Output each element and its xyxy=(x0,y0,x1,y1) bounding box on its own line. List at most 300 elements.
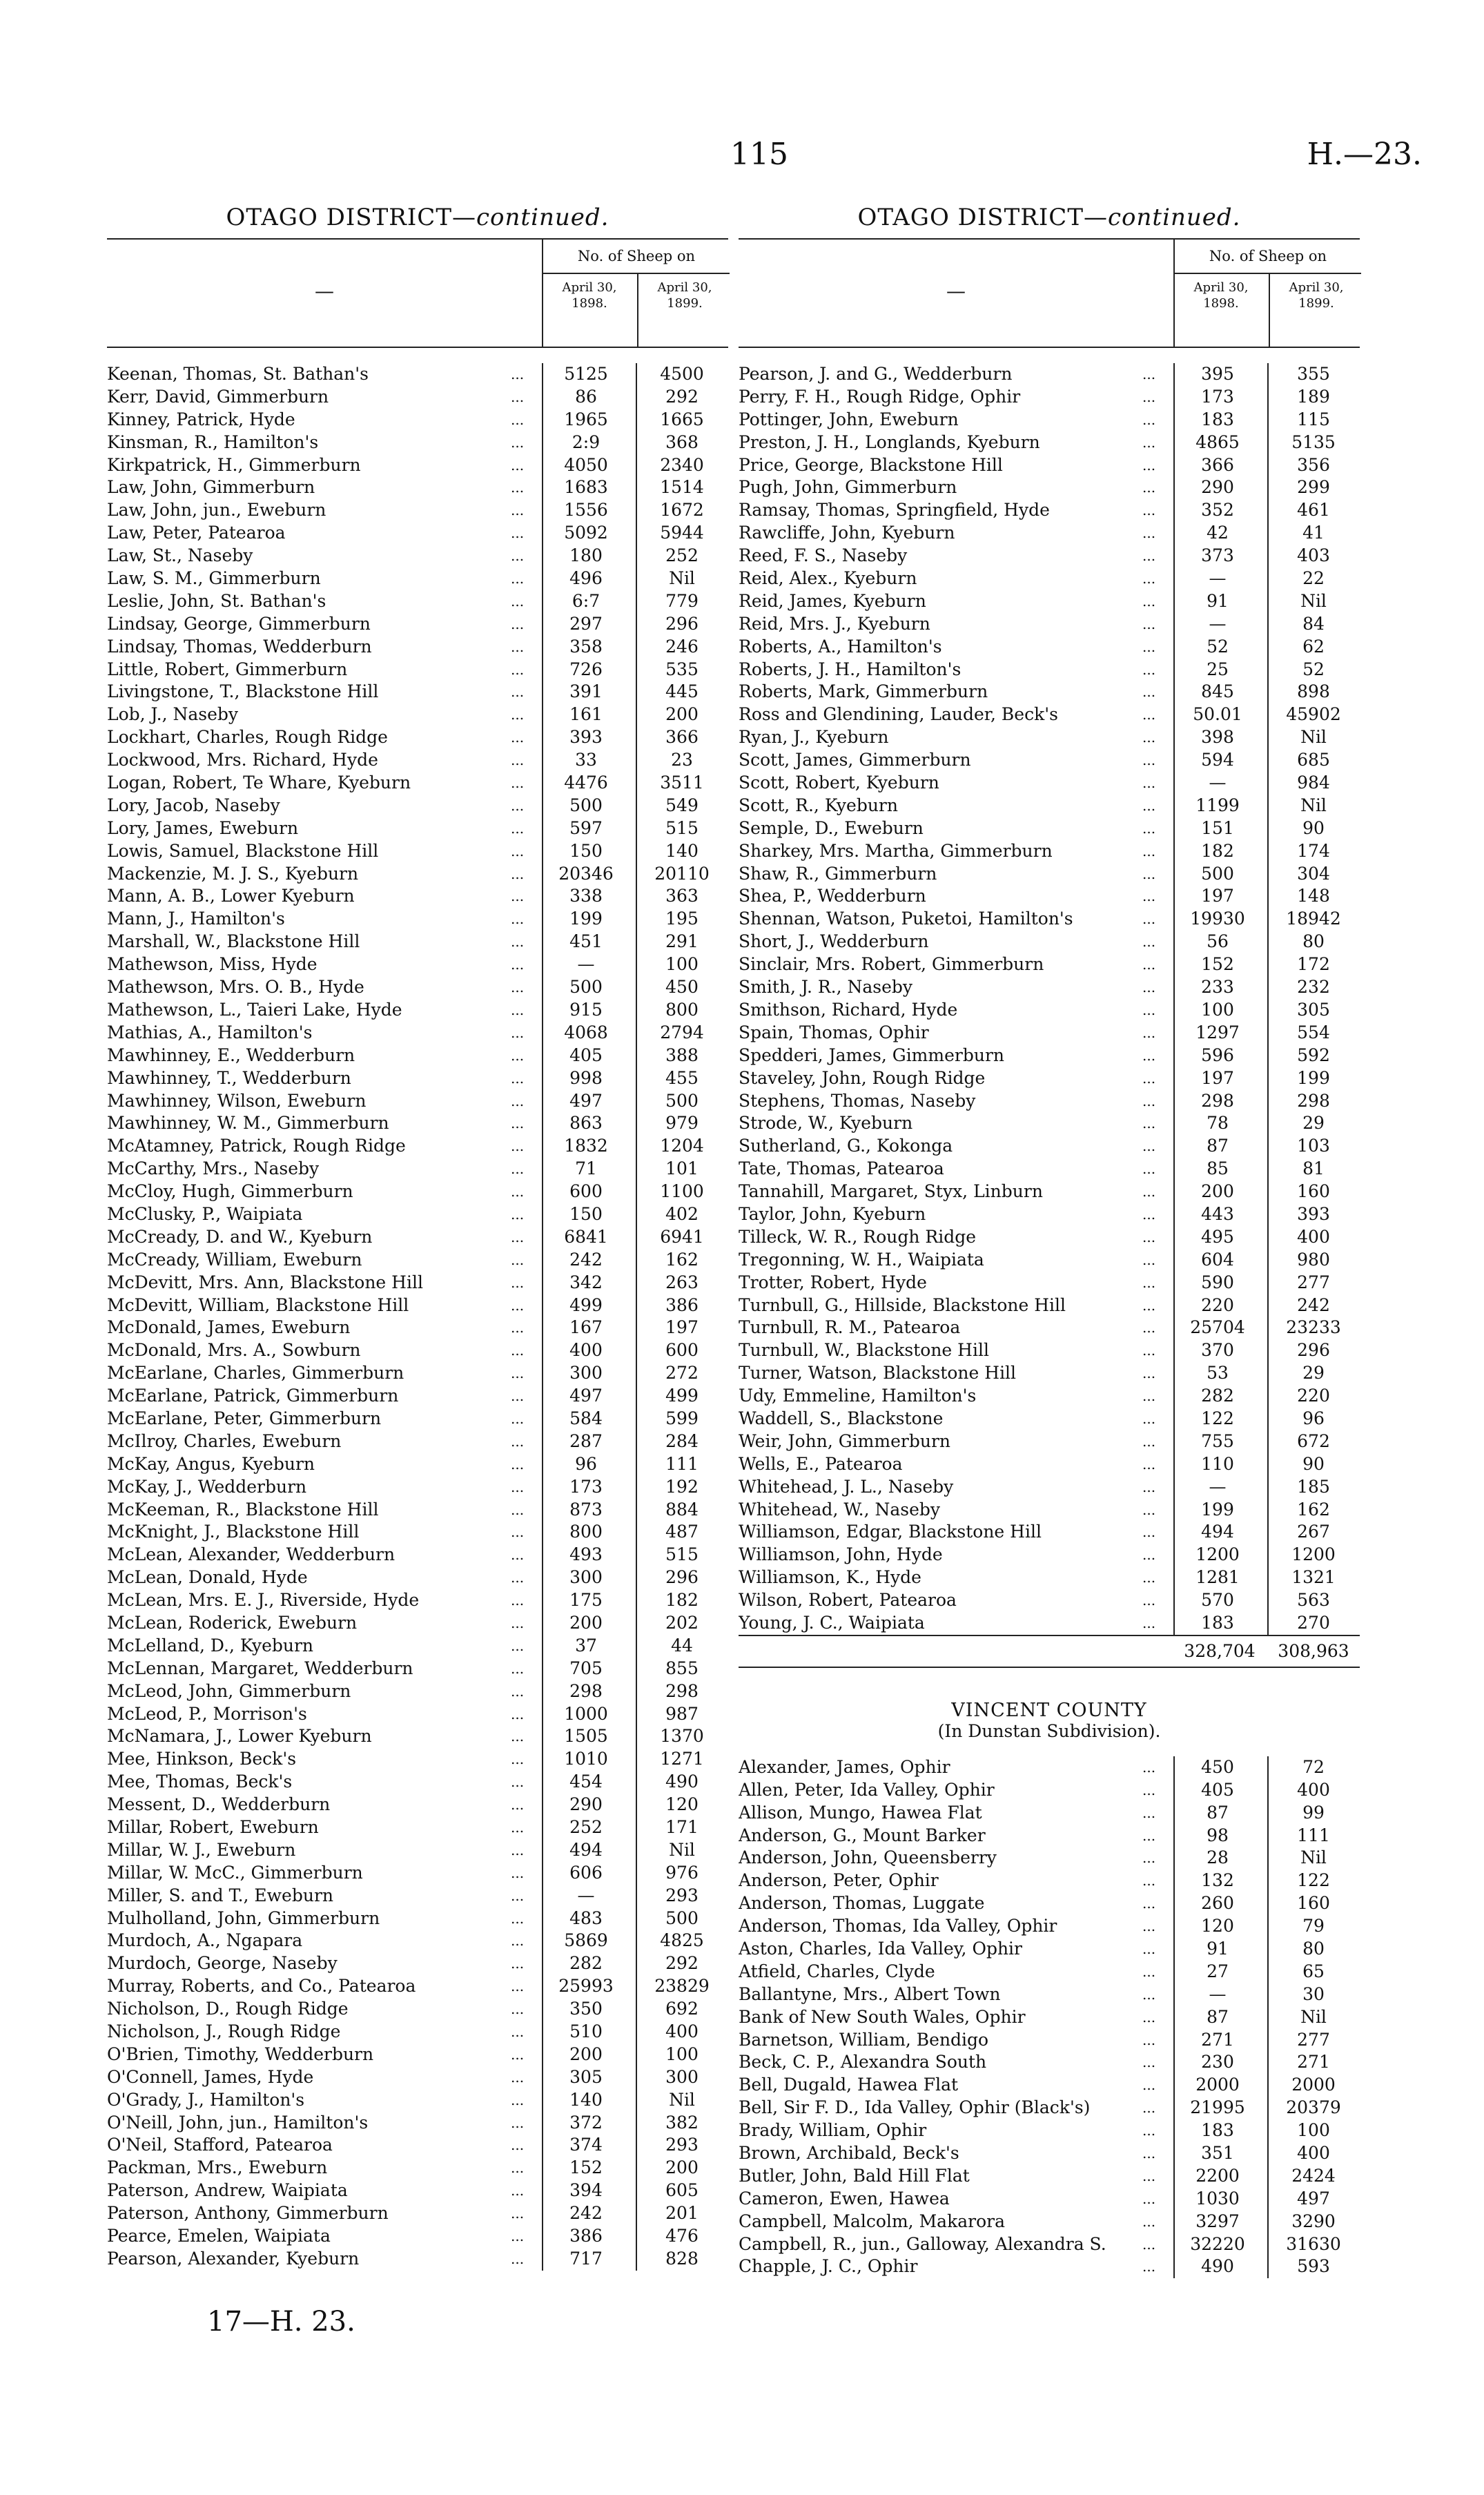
sheep-1899: 2424 xyxy=(1291,2165,1336,2186)
table-row xyxy=(107,2021,728,2043)
sheep-1899: Nil xyxy=(1300,795,1327,815)
owner-name: Roberts, J. H., Hamilton's xyxy=(739,659,961,679)
sheep-1898: 454 xyxy=(569,1771,603,1792)
table-row xyxy=(739,1317,1360,1339)
leader-dots: ... xyxy=(1142,1592,1156,1609)
sheep-1898: 1010 xyxy=(564,1749,608,1769)
sheep-1898: 5125 xyxy=(564,364,608,384)
table-row xyxy=(739,1589,1360,1612)
sheep-1898: 4476 xyxy=(564,773,608,793)
owner-name: Mee, Thomas, Beck's xyxy=(107,1771,293,1792)
sheep-1899: 272 xyxy=(665,1363,699,1384)
table-row xyxy=(107,1022,728,1045)
table-row xyxy=(107,613,728,636)
leader-dots: ... xyxy=(1142,1433,1156,1450)
leader-dots: ... xyxy=(1142,2235,1156,2253)
owner-name: Mawhinney, T., Wedderburn xyxy=(107,1067,351,1088)
table-row xyxy=(739,703,1360,726)
leader-dots: ... xyxy=(511,1955,525,1972)
sheep-1898: 50.01 xyxy=(1193,704,1242,725)
leader-dots: ... xyxy=(1142,1546,1156,1564)
leader-dots: ... xyxy=(1142,911,1156,928)
sheep-1898: 4068 xyxy=(564,1022,608,1042)
owner-name: Nicholson, J., Rough Ridge xyxy=(107,2021,341,2042)
sheep-1899: 162 xyxy=(1297,1499,1330,1520)
leader-dots: ... xyxy=(1142,1850,1156,1867)
table-row xyxy=(739,1181,1360,1203)
table-row xyxy=(739,2165,1360,2188)
owner-name: Mawhinney, E., Wedderburn xyxy=(107,1045,355,1065)
leader-dots: ... xyxy=(1142,502,1156,519)
sheep-1898: 405 xyxy=(1201,1779,1234,1800)
owner-name: McCloy, Hugh, Gimmerburn xyxy=(107,1181,353,1202)
owner-name: Whitehead, J. L., Naseby xyxy=(739,1476,954,1497)
sheep-1898: 358 xyxy=(569,636,603,657)
sheep-1899: 304 xyxy=(1297,863,1330,884)
leader-dots: ... xyxy=(1142,2031,1156,2048)
leader-dots: ... xyxy=(511,2159,525,2177)
table-row xyxy=(107,476,728,499)
sheep-1898: 3297 xyxy=(1195,2211,1240,2231)
owner-name: Lindsay, Thomas, Wedderburn xyxy=(107,636,372,657)
owner-name: Pugh, John, Gimmerburn xyxy=(739,477,957,498)
sheep-1898: 590 xyxy=(1201,1272,1234,1292)
leader-dots: ... xyxy=(1142,1161,1156,1178)
sheep-1898: 180 xyxy=(569,545,603,566)
sheep-1899: Nil xyxy=(1300,2006,1327,2027)
leader-dots: ... xyxy=(511,1388,525,1405)
owner-name: Paterson, Andrew, Waipiata xyxy=(107,2180,348,2201)
name-column-header: — xyxy=(946,280,966,302)
table-row xyxy=(739,499,1360,522)
owner-name: Pearson, Alexander, Kyeburn xyxy=(107,2248,360,2269)
sheep-1898: 338 xyxy=(569,886,603,906)
table-row xyxy=(107,1158,728,1181)
owner-name: Law, John, jun., Eweburn xyxy=(107,500,326,521)
sheep-1899: Nil xyxy=(1300,590,1327,611)
leader-dots: ... xyxy=(1142,1069,1156,1087)
sheep-1899: 898 xyxy=(1297,681,1330,702)
sheep-1899: 979 xyxy=(665,1113,699,1134)
sheep-1899: 298 xyxy=(665,1680,699,1701)
owner-name: Shennan, Watson, Puketoi, Hamilton's xyxy=(739,909,1073,929)
table-row xyxy=(739,1544,1360,1566)
owner-name: Livingstone, T., Blackstone Hill xyxy=(107,681,379,702)
sheep-1898: 496 xyxy=(569,568,603,589)
owner-name: McEarlane, Charles, Gimmerburn xyxy=(107,1363,404,1384)
table-row xyxy=(107,681,728,703)
leader-dots: ... xyxy=(1142,1963,1156,1980)
sheep-1898: — xyxy=(1209,1983,1227,2004)
owner-name: Semple, D., Eweburn xyxy=(739,817,924,838)
owner-name: Logan, Robert, Te Whare, Kyeburn xyxy=(107,773,411,793)
leader-dots: ... xyxy=(1142,888,1156,905)
sheep-1899: 284 xyxy=(665,1430,699,1451)
table-row xyxy=(107,1181,728,1203)
sheep-1899: 554 xyxy=(1297,1022,1330,1042)
leader-dots: ... xyxy=(511,1183,525,1201)
sheep-1898: 252 xyxy=(569,1817,603,1837)
leader-dots: ... xyxy=(511,1478,525,1495)
owner-name: Paterson, Anthony, Gimmerburn xyxy=(107,2203,389,2224)
sheep-1898: 499 xyxy=(569,1294,603,1315)
leader-dots: ... xyxy=(511,1228,525,1245)
leader-dots: ... xyxy=(511,525,525,542)
table-row xyxy=(107,1998,728,2021)
sheep-1899: 195 xyxy=(665,909,699,929)
sheep-1899: 41 xyxy=(1302,523,1325,543)
table-row xyxy=(107,976,728,999)
table-row xyxy=(739,1612,1360,1635)
sheep-1899: 2000 xyxy=(1291,2075,1336,2095)
owner-name: Mathewson, Miss, Hyde xyxy=(107,954,318,975)
sheep-1898: — xyxy=(577,954,595,975)
leader-dots: ... xyxy=(1142,1872,1156,1890)
table-row xyxy=(107,636,728,659)
sheep-1899: 363 xyxy=(665,886,699,906)
table-row xyxy=(107,567,728,590)
sheep-1898: 220 xyxy=(1201,1294,1234,1315)
sheep-1899: 355 xyxy=(1297,364,1330,384)
page-number: 115 xyxy=(730,137,788,172)
table-row xyxy=(739,1249,1360,1272)
sheep-1899: 267 xyxy=(1297,1522,1330,1542)
owner-name: O'Neil, Stafford, Patearoa xyxy=(107,2135,333,2155)
sheep-1899: 90 xyxy=(1302,817,1325,838)
sheep-1898: 863 xyxy=(569,1113,603,1134)
sheep-1899: 2794 xyxy=(660,1022,704,1042)
sheep-1898: 1683 xyxy=(564,477,608,498)
sheep-1898: 584 xyxy=(569,1408,603,1428)
sheep-1898: 510 xyxy=(569,2021,603,2042)
sheep-1899: 605 xyxy=(665,2180,699,2201)
sheep-1899: 189 xyxy=(1297,386,1330,407)
sheep-1899: 31630 xyxy=(1286,2233,1341,2254)
sheep-1899: 111 xyxy=(1297,1825,1330,1845)
sheep-1899: 62 xyxy=(1302,636,1325,657)
owner-name: Pearce, Emelen, Waipiata xyxy=(107,2226,331,2246)
table-row xyxy=(739,1045,1360,1067)
leader-dots: ... xyxy=(511,956,525,973)
table-row xyxy=(107,1045,728,1067)
sheep-1899: 45902 xyxy=(1286,704,1341,725)
leader-dots: ... xyxy=(1142,615,1156,632)
owner-name: Mann, A. B., Lower Kyeburn xyxy=(107,886,355,906)
table-row xyxy=(739,908,1360,931)
sheep-1899: 455 xyxy=(665,1067,699,1088)
sheep-1898: 175 xyxy=(569,1590,603,1611)
owner-name: Bank of New South Wales, Ophir xyxy=(739,2006,1026,2027)
sheep-1898: 183 xyxy=(1201,409,1234,429)
leader-dots: ... xyxy=(1142,434,1156,451)
sheep-1898: 1297 xyxy=(1195,1022,1240,1042)
sheep-1899: 500 xyxy=(665,1907,699,1928)
table-row xyxy=(107,1090,728,1113)
owner-name: Brown, Archibald, Beck's xyxy=(739,2143,959,2164)
owner-name: McLean, Alexander, Wedderburn xyxy=(107,1544,396,1565)
leader-dots: ... xyxy=(1142,819,1156,837)
sheep-1899: 162 xyxy=(665,1249,699,1270)
leader-dots: ... xyxy=(1142,1986,1156,2003)
leader-dots: ... xyxy=(511,911,525,928)
sheep-1898: 483 xyxy=(569,1907,603,1928)
sheep-1899: 499 xyxy=(665,1386,699,1406)
leader-dots: ... xyxy=(511,1614,525,1631)
sheep-1898: 53 xyxy=(1207,1363,1229,1384)
sheep-1899: 30 xyxy=(1302,1983,1325,2004)
document-code: H.—23. xyxy=(1307,137,1422,172)
sheep-1899: 20110 xyxy=(654,863,710,884)
leader-dots: ... xyxy=(1142,1941,1156,1957)
table-row xyxy=(107,1430,728,1453)
owner-name: Law, S. M., Gimmerburn xyxy=(107,568,321,589)
owner-name: Murray, Roberts, and Co., Patearoa xyxy=(107,1976,416,1997)
table-row xyxy=(739,1847,1360,1870)
owner-name: Mathewson, L., Taieri Lake, Hyde xyxy=(107,999,402,1020)
sheep-1898: 33 xyxy=(575,750,597,770)
owner-name: Ramsay, Thomas, Springfield, Hyde xyxy=(739,500,1050,521)
sheep-1899: 5944 xyxy=(660,523,704,543)
table-row xyxy=(739,749,1360,772)
sheep-count-title: No. of Sheep on xyxy=(543,240,730,274)
leader-dots: ... xyxy=(511,2046,525,2063)
leader-dots: ... xyxy=(511,1047,525,1064)
owner-name: Beck, C. P., Alexandra South xyxy=(739,2052,987,2072)
table-row xyxy=(739,1453,1360,1476)
sheep-1899: 90 xyxy=(1302,1453,1325,1474)
table-row xyxy=(107,1521,728,1544)
leader-dots: ... xyxy=(1142,525,1156,542)
sheep-1898: 132 xyxy=(1201,1870,1234,1891)
owner-name: Kinney, Patrick, Hyde xyxy=(107,409,295,429)
sheep-1898: 150 xyxy=(569,1203,603,1224)
table-body xyxy=(107,363,728,2271)
sheep-1899: Nil xyxy=(669,568,695,589)
owner-name: Turner, Watson, Blackstone Hill xyxy=(739,1363,1017,1384)
leader-dots: ... xyxy=(1142,2054,1156,2071)
leader-dots: ... xyxy=(1142,1478,1156,1495)
sheep-1899: 445 xyxy=(665,681,699,702)
owner-name: Mathewson, Mrs. O. B., Hyde xyxy=(107,977,364,998)
owner-name: McCready, D. and W., Kyeburn xyxy=(107,1226,373,1247)
owner-name: Mulholland, John, Gimmerburn xyxy=(107,1907,380,1928)
sheep-1898: 199 xyxy=(1201,1499,1234,1520)
sheep-1898: 37 xyxy=(575,1635,597,1656)
table-row xyxy=(739,1226,1360,1249)
sheep-1898: 1556 xyxy=(564,500,608,521)
leader-dots: ... xyxy=(511,2001,525,2018)
leader-dots: ... xyxy=(1142,1115,1156,1132)
sheep-1898: 998 xyxy=(569,1067,603,1088)
owner-name: Udy, Emmeline, Hamilton's xyxy=(739,1386,977,1406)
leader-dots: ... xyxy=(511,842,525,860)
leader-dots: ... xyxy=(1142,729,1156,746)
leader-dots: ... xyxy=(1142,661,1156,678)
sheep-1898: 374 xyxy=(569,2135,603,2155)
leader-dots: ... xyxy=(1142,592,1156,610)
sheep-1898: 25 xyxy=(1207,659,1229,679)
sheep-1899: 23233 xyxy=(1286,1317,1341,1338)
table-row xyxy=(107,1499,728,1522)
sheep-1898: 4050 xyxy=(564,454,608,475)
owner-name: Kerr, David, Gimmerburn xyxy=(107,386,329,407)
sheep-1898: 5869 xyxy=(564,1930,608,1951)
table-row xyxy=(107,885,728,908)
owner-name: Tregonning, W. H., Waipiata xyxy=(739,1249,984,1270)
leader-dots: ... xyxy=(1142,1569,1156,1586)
owner-name: Smith, J. R., Naseby xyxy=(739,977,913,998)
table-row xyxy=(739,2074,1360,2097)
sheep-1899: 5135 xyxy=(1291,431,1336,452)
total-row xyxy=(739,1635,1360,1668)
owner-name: McClusky, P., Waipiata xyxy=(107,1203,303,1224)
sheep-1898: 297 xyxy=(569,613,603,634)
total-1899: 308,963 xyxy=(1278,1640,1349,1661)
table-row xyxy=(739,1430,1360,1453)
leader-dots: ... xyxy=(1142,1895,1156,1912)
table-row xyxy=(739,1272,1360,1294)
sheep-1899: 20379 xyxy=(1286,2097,1341,2118)
leader-dots: ... xyxy=(1142,1183,1156,1201)
table-row xyxy=(739,2188,1360,2211)
sheep-1898: 717 xyxy=(569,2248,603,2269)
sheep-1898: 2:9 xyxy=(572,431,601,452)
sheep-1899: 122 xyxy=(1297,1870,1330,1891)
sheep-1899: 52 xyxy=(1302,659,1325,679)
sheep-1899: 393 xyxy=(1297,1203,1330,1224)
owner-name: Campbell, Malcolm, Makarora xyxy=(739,2211,1005,2231)
sheep-1899: 515 xyxy=(665,1544,699,1565)
leader-dots: ... xyxy=(511,366,525,382)
leader-dots: ... xyxy=(511,1682,525,1700)
sheep-1899: 120 xyxy=(665,1794,699,1815)
owner-name: McLelland, D., Kyeburn xyxy=(107,1635,314,1656)
owner-name: Marshall, W., Blackstone Hill xyxy=(107,931,360,952)
sheep-1899: 403 xyxy=(1297,545,1330,566)
sheep-1899: 293 xyxy=(665,2135,699,2155)
leader-dots: ... xyxy=(1142,1524,1156,1541)
table-row xyxy=(739,1067,1360,1090)
owner-name: Nicholson, D., Rough Ridge xyxy=(107,1999,349,2019)
sheep-1899: 296 xyxy=(665,1567,699,1588)
table-row xyxy=(739,636,1360,659)
owner-name: McLean, Mrs. E. J., Riverside, Hyde xyxy=(107,1590,420,1611)
owner-name: Sinclair, Mrs. Robert, Gimmerburn xyxy=(739,954,1044,975)
sheep-1899: 828 xyxy=(665,2248,699,2269)
leader-dots: ... xyxy=(1142,1501,1156,1518)
table-row xyxy=(107,1680,728,1703)
sheep-1898: 451 xyxy=(569,931,603,952)
leader-dots: ... xyxy=(1142,1228,1156,1245)
owner-name: Lory, Jacob, Naseby xyxy=(107,795,280,815)
leader-dots: ... xyxy=(511,1455,525,1473)
sheep-1899: 300 xyxy=(665,2066,699,2087)
leader-dots: ... xyxy=(511,2205,525,2222)
owner-name: McDonald, James, Eweburn xyxy=(107,1317,351,1338)
sheep-1899: 500 xyxy=(665,1090,699,1111)
leader-dots: ... xyxy=(511,865,525,882)
table-row xyxy=(107,2112,728,2135)
leader-dots: ... xyxy=(511,1524,525,1541)
table-row xyxy=(739,795,1360,817)
sheep-1899: 490 xyxy=(665,1771,699,1792)
table-row xyxy=(739,613,1360,636)
owner-name: Tannahill, Margaret, Styx, Linburn xyxy=(739,1181,1043,1202)
leader-dots: ... xyxy=(1142,1827,1156,1844)
sheep-1898: 497 xyxy=(569,1386,603,1406)
leader-dots: ... xyxy=(1142,1297,1156,1314)
sheep-1899: 1665 xyxy=(660,409,704,429)
sheep-1898: 100 xyxy=(1201,999,1234,1020)
sheep-1899: 44 xyxy=(671,1635,693,1656)
sheep-1898: 28 xyxy=(1207,1847,1229,1868)
sheep-1898: 91 xyxy=(1207,1939,1229,1959)
leader-dots: ... xyxy=(1142,1342,1156,1359)
sheep-1899: 291 xyxy=(665,931,699,952)
sheep-1898: 386 xyxy=(569,2226,603,2246)
table-row xyxy=(739,863,1360,886)
sheep-1898: 873 xyxy=(569,1499,603,1520)
table-row xyxy=(107,1385,728,1408)
sheep-1899: 277 xyxy=(1297,2029,1330,2050)
owner-name: Lob, J., Naseby xyxy=(107,704,239,725)
leader-dots: ... xyxy=(511,1592,525,1609)
sheep-1898: 495 xyxy=(1201,1226,1234,1247)
sheep-1898: 604 xyxy=(1201,1249,1234,1270)
owner-name: Spain, Thomas, Ophir xyxy=(739,1022,929,1042)
owner-name: Mackenzie, M. J. S., Kyeburn xyxy=(107,863,359,884)
leader-dots: ... xyxy=(1142,683,1156,701)
table-row xyxy=(107,1203,728,1226)
leader-dots: ... xyxy=(511,819,525,837)
sheep-1899: 400 xyxy=(1297,1779,1330,1800)
leader-dots: ... xyxy=(1142,775,1156,792)
sheep-1898: 230 xyxy=(1201,2052,1234,2072)
table-row xyxy=(739,1022,1360,1045)
leader-dots: ... xyxy=(511,888,525,905)
owner-name: Lory, James, Eweburn xyxy=(107,817,299,838)
sheep-1899: 99 xyxy=(1302,1802,1325,1823)
sheep-1898: 86 xyxy=(575,386,597,407)
owner-name: Law, John, Gimmerburn xyxy=(107,477,315,498)
sheep-1898: 282 xyxy=(1201,1386,1234,1406)
table-row xyxy=(107,1612,728,1635)
table-row xyxy=(107,522,728,545)
sheep-1898: 597 xyxy=(569,817,603,838)
leader-dots: ... xyxy=(1142,456,1156,474)
table-row xyxy=(739,1339,1360,1362)
table-row xyxy=(107,1226,728,1249)
year-1899-header: April 30, 1899. xyxy=(1269,273,1363,347)
leader-dots: ... xyxy=(511,2182,525,2200)
sheep-1898: 98 xyxy=(1207,1825,1229,1845)
owner-name: Mawhinney, W. M., Gimmerburn xyxy=(107,1113,389,1134)
table-row xyxy=(739,363,1360,386)
sheep-1898: 373 xyxy=(1201,545,1234,566)
sheep-1898: 56 xyxy=(1207,931,1229,952)
sheep-1899: 232 xyxy=(1297,977,1330,998)
sheep-1899: 277 xyxy=(1297,1272,1330,1292)
table-body xyxy=(739,1756,1360,2278)
sheep-1899: 271 xyxy=(1297,2052,1330,2072)
owner-name: Atfield, Charles, Clyde xyxy=(739,1961,935,1981)
sheep-1899: 202 xyxy=(665,1612,699,1633)
owner-name: Reid, Mrs. J., Kyeburn xyxy=(739,613,930,634)
table-row xyxy=(739,454,1360,477)
sheep-1899: 400 xyxy=(665,2021,699,2042)
sheep-1899: 980 xyxy=(1297,1249,1330,1270)
sheep-1899: Nil xyxy=(669,2089,695,2110)
